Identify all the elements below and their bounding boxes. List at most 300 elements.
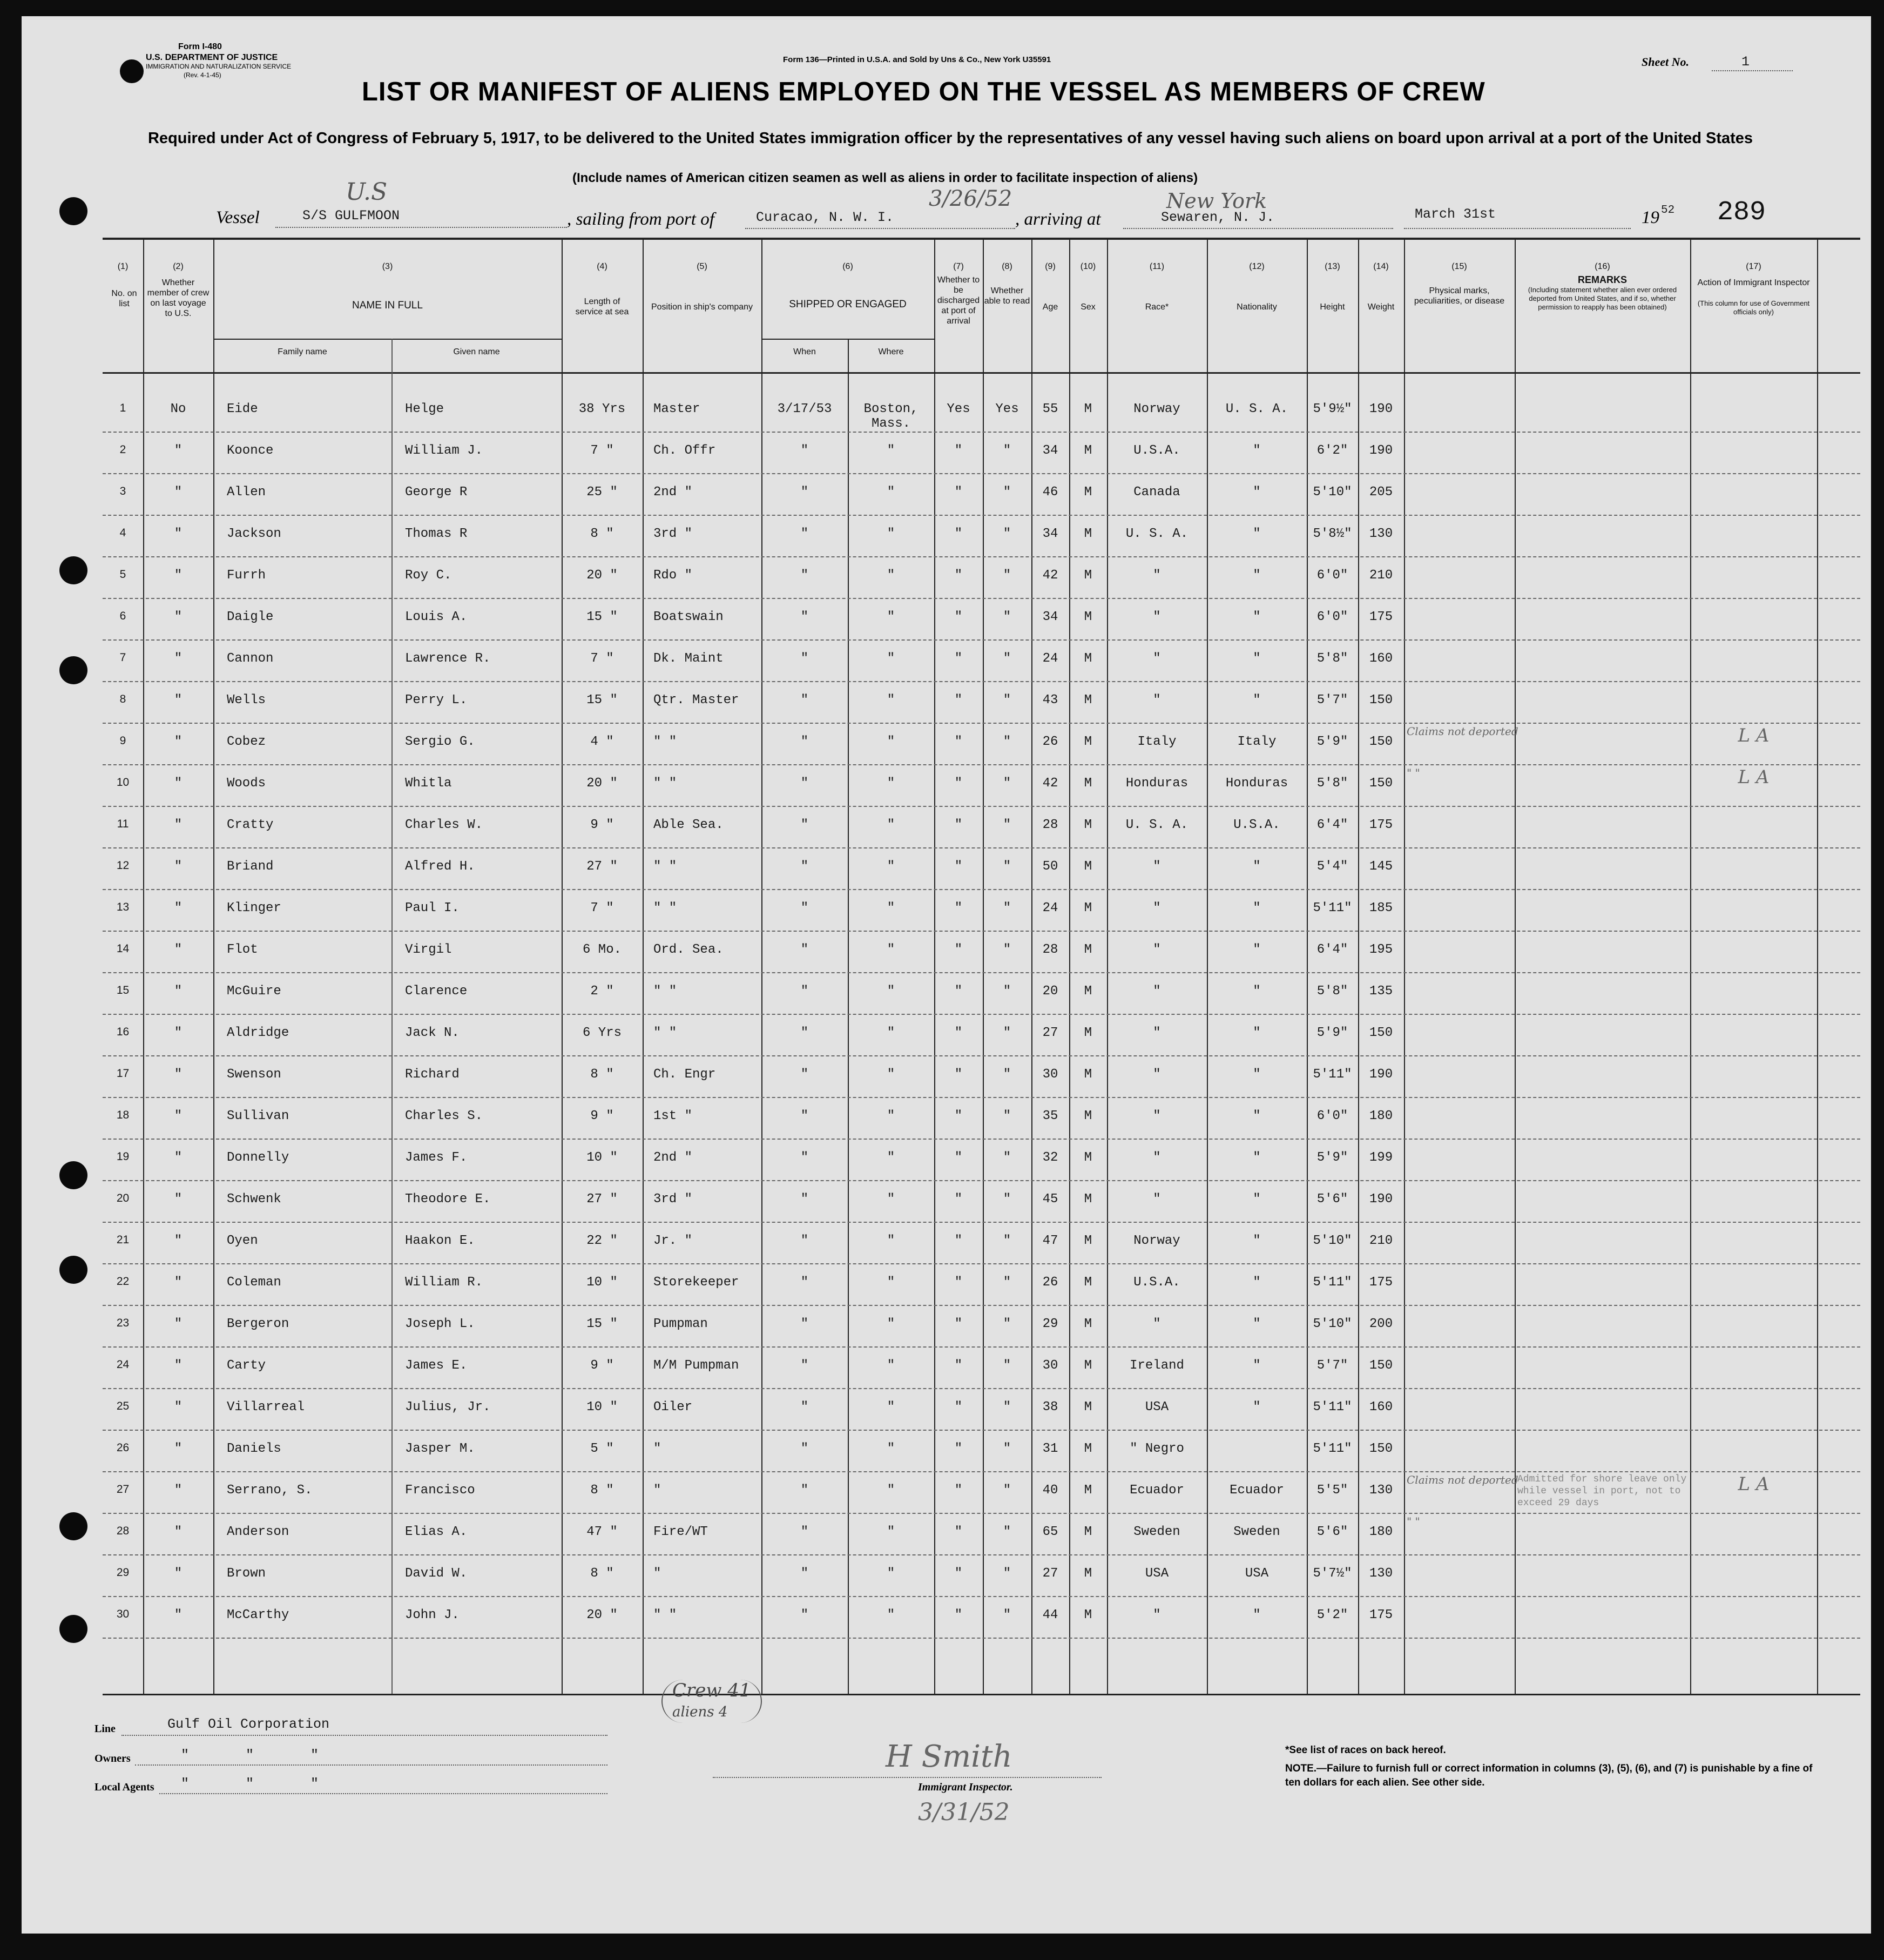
- cell-race: Norway: [1133, 1234, 1180, 1248]
- cell-position: 3rd ": [653, 527, 693, 541]
- table-row: [103, 1055, 1860, 1098]
- cell-service-length: 6 Yrs: [582, 1026, 622, 1040]
- cell-family-name: Briand: [227, 859, 274, 874]
- table-row: [103, 432, 1860, 474]
- table-row: [103, 1139, 1860, 1181]
- cell-given-name: Richard: [405, 1067, 460, 1082]
- cell-shipped-where: ": [887, 1317, 895, 1331]
- stamp-number: 289: [1717, 197, 1766, 228]
- cell-sex: M: [1084, 776, 1092, 791]
- punch-hole: [59, 1512, 87, 1540]
- cell-discharged: ": [954, 735, 963, 749]
- cell-weight: 130: [1369, 1483, 1393, 1498]
- table-row: [103, 681, 1860, 724]
- cell-age: 45: [1042, 1192, 1058, 1207]
- cell-shipped-where: ": [887, 818, 895, 832]
- cell-sex: M: [1084, 1067, 1092, 1082]
- cell-race: ": [1153, 651, 1161, 666]
- cell-service-length: 6 Mo.: [582, 942, 622, 957]
- cell-shipped-where: ": [887, 1275, 895, 1290]
- table-row: [103, 931, 1860, 973]
- hdr-family-name: Family name: [278, 347, 327, 356]
- cell-sex: M: [1084, 693, 1092, 708]
- inspector-signature: H Smith: [886, 1739, 1012, 1774]
- cell-weight: 150: [1369, 1442, 1393, 1456]
- cell-position: Boatswain: [653, 610, 724, 624]
- table-row: [103, 473, 1860, 516]
- cell-given-name: Charles S.: [405, 1109, 483, 1123]
- sheet-number: 1: [1741, 54, 1750, 70]
- arriving-handnote: New York: [1166, 189, 1267, 213]
- hdr-12-num: (12): [1249, 262, 1265, 271]
- cell-family-name: Aldridge: [227, 1026, 289, 1040]
- cell-position: ": [653, 1483, 661, 1498]
- hdr-when: When: [793, 347, 816, 356]
- cell-service-length: 15 ": [586, 1317, 618, 1331]
- cell-race: Ireland: [1130, 1358, 1184, 1373]
- cell-nationality: Sweden: [1233, 1525, 1280, 1539]
- table-body: [103, 390, 1860, 1686]
- cell-shipped-where: ": [887, 1067, 895, 1082]
- cell-age: 26: [1042, 735, 1058, 749]
- cell-position: Master: [653, 402, 700, 416]
- cell-weight: 210: [1369, 1234, 1393, 1248]
- cell-row-number: 4: [119, 527, 126, 539]
- cell-age: 38: [1042, 1400, 1058, 1415]
- cell-given-name: Alfred H.: [405, 859, 475, 874]
- cell-position: Ch. Offr: [653, 443, 716, 458]
- hdr-where: Where: [878, 347, 904, 356]
- hdr-prev-voyage: Whether member of crew on last voyage to U.S.: [147, 278, 210, 318]
- cell-height: 5'9": [1316, 1150, 1348, 1165]
- cell-position: Able Sea.: [653, 818, 724, 832]
- cell-discharged: ": [954, 1192, 963, 1207]
- cell-family-name: Cobez: [227, 735, 266, 749]
- cell-height: 6'0": [1316, 568, 1348, 583]
- cell-race: ": [1153, 568, 1161, 583]
- cell-prev-voyage: ": [174, 1067, 183, 1082]
- cell-sex: M: [1084, 610, 1092, 624]
- hdr-14-num: (14): [1373, 262, 1389, 271]
- cell-height: 5'8": [1316, 984, 1348, 999]
- hdr-position: Position in ship's company: [651, 302, 753, 312]
- cell-discharged: ": [954, 1358, 963, 1373]
- cell-height: 6'2": [1316, 443, 1348, 458]
- year-prefix: 19: [1642, 208, 1659, 227]
- hdr-action: Action of Immigrant Inspector: [1697, 278, 1810, 287]
- cell-age: 42: [1042, 568, 1058, 583]
- cell-row-number: 13: [116, 901, 130, 913]
- cell-shipped-where: ": [887, 1192, 895, 1207]
- cell-nationality: Italy: [1237, 735, 1277, 749]
- cell-service-length: 27 ": [586, 859, 618, 874]
- cell-nationality: ": [1253, 901, 1261, 915]
- cell-position: Jr. ": [653, 1234, 693, 1248]
- cell-service-length: 22 ": [586, 1234, 618, 1248]
- cell-nationality: ": [1253, 1317, 1261, 1331]
- table-row: [103, 1263, 1860, 1306]
- hdr-9-num: (9): [1045, 262, 1056, 271]
- table-row: [103, 847, 1860, 890]
- cell-row-number: 9: [119, 735, 126, 747]
- cell-physical-marks: " ": [1407, 1515, 1420, 1528]
- cell-row-number: 2: [119, 443, 126, 456]
- cell-prev-voyage: ": [174, 1608, 183, 1622]
- cell-race: Honduras: [1125, 776, 1189, 791]
- cell-race: Ecuador: [1130, 1483, 1184, 1498]
- cell-row-number: 30: [116, 1608, 130, 1620]
- cell-shipped-when: ": [800, 735, 809, 749]
- punch-hole: [120, 59, 144, 83]
- table-row: [103, 1305, 1860, 1348]
- cell-sex: M: [1084, 1358, 1092, 1373]
- cell-height: 5'8": [1316, 776, 1348, 791]
- table-row: [103, 598, 1860, 641]
- cell-height: 5'7": [1316, 1358, 1348, 1373]
- cell-age: 42: [1042, 776, 1058, 791]
- cell-position: ": [653, 1566, 661, 1581]
- table-row: [103, 972, 1860, 1015]
- cell-able-to-read: ": [1003, 1525, 1011, 1539]
- cell-weight: 175: [1369, 1275, 1393, 1290]
- cell-service-length: 20 ": [586, 1608, 618, 1622]
- cell-able-to-read: ": [1003, 1400, 1011, 1415]
- cell-weight: 150: [1369, 735, 1393, 749]
- cell-position: " ": [653, 776, 677, 791]
- cell-race: U. S. A.: [1125, 527, 1189, 541]
- cell-height: 5'9": [1316, 1026, 1348, 1040]
- sailing-label: , sailing from port of: [567, 210, 714, 229]
- cell-position: Pumpman: [653, 1317, 708, 1331]
- cell-sex: M: [1084, 984, 1092, 999]
- cell-given-name: Lawrence R.: [405, 651, 491, 666]
- cell-shipped-when: ": [800, 527, 809, 541]
- cell-discharged: ": [954, 443, 963, 458]
- cell-family-name: Carty: [227, 1358, 266, 1373]
- cell-nationality: ": [1253, 527, 1261, 541]
- hdr-5-num: (5): [697, 262, 707, 271]
- punch-hole: [59, 197, 87, 225]
- cell-row-number: 7: [119, 651, 126, 664]
- sheet-label: Sheet No.: [1642, 55, 1689, 69]
- cell-given-name: Theodore E.: [405, 1192, 491, 1207]
- cell-shipped-where: ": [887, 1525, 895, 1539]
- cell-prev-voyage: ": [174, 1400, 183, 1415]
- cell-prev-voyage: ": [174, 1442, 183, 1456]
- cell-family-name: Eide: [227, 402, 258, 416]
- table-row: [103, 1388, 1860, 1431]
- cell-sex: M: [1084, 1275, 1092, 1290]
- cell-nationality: USA: [1245, 1566, 1269, 1581]
- cell-position: Rdo ": [653, 568, 693, 583]
- hdr-sex: Sex: [1081, 302, 1096, 312]
- cell-weight: 180: [1369, 1525, 1393, 1539]
- cell-given-name: Sergio G.: [405, 735, 475, 749]
- cell-height: 5'6": [1316, 1525, 1348, 1539]
- cell-family-name: Donnelly: [227, 1150, 289, 1165]
- cell-row-number: 28: [116, 1525, 130, 1537]
- cell-given-name: Virgil: [405, 942, 452, 957]
- cell-height: 6'0": [1316, 1109, 1348, 1123]
- cell-prev-voyage: ": [174, 1109, 183, 1123]
- cell-height: 5'10": [1313, 1234, 1352, 1248]
- hdr-8-num: (8): [1002, 262, 1012, 271]
- arriving-label: , arriving at: [1015, 210, 1101, 229]
- hdr-weight: Weight: [1367, 302, 1395, 312]
- hdr-11-num: (11): [1149, 262, 1165, 271]
- table-row: [103, 639, 1860, 682]
- cell-weight: 205: [1369, 485, 1393, 500]
- arriving-port: Sewaren, N. J.: [1161, 210, 1275, 225]
- cell-family-name: McCarthy: [227, 1608, 289, 1622]
- cell-height: 5'5": [1316, 1483, 1348, 1498]
- cell-position: Ch. Engr: [653, 1067, 716, 1082]
- cell-age: 26: [1042, 1275, 1058, 1290]
- hdr-13-num: (13): [1325, 262, 1340, 271]
- cell-weight: 175: [1369, 1608, 1393, 1622]
- cell-prev-voyage: ": [174, 1150, 183, 1165]
- cell-prev-voyage: ": [174, 1192, 183, 1207]
- cell-weight: 145: [1369, 859, 1393, 874]
- cell-row-number: 18: [116, 1109, 130, 1121]
- cell-prev-voyage: ": [174, 1275, 183, 1290]
- cell-family-name: Villarreal: [227, 1400, 305, 1415]
- table-row: [103, 1513, 1860, 1555]
- cell-height: 5'2": [1316, 1608, 1348, 1622]
- cell-given-name: Charles W.: [405, 818, 483, 832]
- cell-sex: M: [1084, 443, 1092, 458]
- cell-able-to-read: ": [1003, 610, 1011, 624]
- cell-nationality: ": [1253, 1358, 1261, 1373]
- cell-able-to-read: ": [1003, 984, 1011, 999]
- cell-weight: 135: [1369, 984, 1393, 999]
- cell-discharged: ": [954, 1275, 963, 1290]
- cell-age: 32: [1042, 1150, 1058, 1165]
- cell-age: 44: [1042, 1608, 1058, 1622]
- cell-nationality: ": [1253, 1150, 1261, 1165]
- hdr-1-num: (1): [117, 262, 129, 271]
- hdr-nationality: Nationality: [1237, 302, 1277, 312]
- cell-row-number: 14: [116, 942, 130, 955]
- cell-row-number: 5: [119, 568, 126, 581]
- cell-prev-voyage: ": [174, 610, 183, 624]
- cell-weight: 200: [1369, 1317, 1393, 1331]
- cell-shipped-when: ": [800, 1525, 809, 1539]
- sailing-handnote: 3/26/52: [929, 186, 1012, 211]
- cell-discharged: ": [954, 1317, 963, 1331]
- cell-able-to-read: ": [1003, 1566, 1011, 1581]
- cell-shipped-where: ": [887, 1400, 895, 1415]
- cell-given-name: Joseph L.: [405, 1317, 475, 1331]
- cell-family-name: Klinger: [227, 901, 281, 915]
- cell-family-name: Oyen: [227, 1234, 258, 1248]
- cell-position: " ": [653, 984, 677, 999]
- cell-row-number: 17: [116, 1067, 130, 1080]
- cell-shipped-where: ": [887, 942, 895, 957]
- hdr-no-on-list: No. on list: [111, 289, 137, 308]
- cell-weight: 210: [1369, 568, 1393, 583]
- cell-able-to-read: ": [1003, 651, 1011, 666]
- cell-age: 28: [1042, 818, 1058, 832]
- cell-shipped-when: ": [800, 1358, 809, 1373]
- cell-row-number: 12: [116, 859, 130, 872]
- cell-race: ": [1153, 942, 1161, 957]
- cell-family-name: McGuire: [227, 984, 281, 999]
- agents-label: Local Agents: [94, 1781, 154, 1793]
- cell-shipped-where: ": [887, 651, 895, 666]
- cell-sex: M: [1084, 942, 1092, 957]
- cell-prev-voyage: ": [174, 1026, 183, 1040]
- inspection-date: 3/31/52: [918, 1799, 1010, 1826]
- cell-sex: M: [1084, 568, 1092, 583]
- cell-race: ": [1153, 1109, 1161, 1123]
- cell-row-number: 8: [119, 693, 126, 705]
- cell-discharged: ": [954, 485, 963, 500]
- cell-position: " ": [653, 1026, 677, 1040]
- cell-shipped-when: ": [800, 1608, 809, 1622]
- cell-shipped-when: ": [800, 859, 809, 874]
- cell-weight: 180: [1369, 1109, 1393, 1123]
- races-note: *See list of races on back hereof.: [1285, 1745, 1446, 1756]
- cell-prev-voyage: ": [174, 1317, 183, 1331]
- cell-age: 50: [1042, 859, 1058, 874]
- cell-given-name: Louis A.: [405, 610, 468, 624]
- penalty-note: NOTE.—Failure to furnish full or correct information in columns (3), (5), (6), and (7) is punishable by a fine of ten dollars for each alien. See other side.: [1285, 1763, 1813, 1788]
- cell-given-name: William J.: [405, 443, 483, 458]
- cell-service-length: 20 ": [586, 776, 618, 791]
- cell-discharged: Yes: [947, 402, 970, 416]
- cell-able-to-read: ": [1003, 527, 1011, 541]
- cell-weight: 190: [1369, 1067, 1393, 1082]
- cell-race: ": [1153, 901, 1161, 915]
- cell-sex: M: [1084, 735, 1092, 749]
- cell-race: Italy: [1137, 735, 1177, 749]
- cell-height: 5'11": [1313, 1442, 1352, 1456]
- cell-row-number: 25: [116, 1400, 130, 1412]
- cell-family-name: Woods: [227, 776, 266, 791]
- cell-discharged: ": [954, 776, 963, 791]
- cell-shipped-when: ": [800, 693, 809, 708]
- cell-able-to-read: ": [1003, 1109, 1011, 1123]
- cell-able-to-read: ": [1003, 776, 1011, 791]
- cell-sex: M: [1084, 818, 1092, 832]
- line-value: Gulf Oil Corporation: [167, 1716, 330, 1732]
- table-row: [103, 889, 1860, 932]
- cell-height: 5'9": [1316, 735, 1348, 749]
- punch-hole: [59, 1256, 87, 1284]
- cell-shipped-where: ": [887, 1234, 895, 1248]
- cell-given-name: Thomas R: [405, 527, 468, 541]
- vessel-name: S/S GULFMOON: [302, 208, 400, 224]
- cell-weight: 195: [1369, 942, 1393, 957]
- cell-service-length: 10 ": [586, 1400, 618, 1415]
- table-row: [103, 723, 1860, 765]
- cell-discharged: ": [954, 1483, 963, 1498]
- cell-nationality: ": [1253, 1608, 1261, 1622]
- cell-age: 47: [1042, 1234, 1058, 1248]
- cell-shipped-when: ": [800, 776, 809, 791]
- cell-weight: 130: [1369, 527, 1393, 541]
- cell-family-name: Flot: [227, 942, 258, 957]
- cell-nationality: ": [1253, 942, 1261, 957]
- cell-prev-voyage: ": [174, 984, 183, 999]
- cell-shipped-when: ": [800, 1067, 809, 1082]
- cell-position: Fire/WT: [653, 1525, 708, 1539]
- cell-age: 24: [1042, 901, 1058, 915]
- cell-row-number: 29: [116, 1566, 130, 1579]
- table-row: [103, 1180, 1860, 1223]
- cell-height: 5'11": [1313, 1275, 1352, 1290]
- cell-service-length: 7 ": [590, 651, 614, 666]
- hdr-marks: Physical marks, peculiarities, or disease: [1414, 286, 1505, 306]
- hdr-name-in-full: NAME IN FULL: [352, 300, 423, 311]
- cell-prev-voyage: ": [174, 901, 183, 915]
- owners-label: Owners: [94, 1753, 131, 1764]
- cell-service-length: 8 ": [590, 1566, 614, 1581]
- cell-sex: M: [1084, 1109, 1092, 1123]
- cell-able-to-read: ": [1003, 1275, 1011, 1290]
- cell-age: 34: [1042, 527, 1058, 541]
- cell-weight: 150: [1369, 776, 1393, 791]
- cell-position: 1st ": [653, 1109, 693, 1123]
- table-row: [103, 1554, 1860, 1597]
- cell-family-name: Daniels: [227, 1442, 281, 1456]
- cell-family-name: Anderson: [227, 1525, 289, 1539]
- cell-nationality: Honduras: [1225, 776, 1288, 791]
- cell-weight: 150: [1369, 693, 1393, 708]
- cell-given-name: George R: [405, 485, 468, 500]
- cell-row-number: 26: [116, 1442, 130, 1454]
- cell-prev-voyage: ": [174, 942, 183, 957]
- cell-row-number: 22: [116, 1275, 130, 1288]
- cell-service-length: 2 ": [590, 984, 614, 999]
- cell-physical-marks: Claims not deported: [1407, 725, 1518, 738]
- cell-discharged: ": [954, 527, 963, 541]
- cell-remarks: Admitted for shore leave only while vessel in port, not to exceed 29 days: [1517, 1474, 1687, 1508]
- cell-discharged: ": [954, 1566, 963, 1581]
- cell-shipped-where: ": [887, 901, 895, 915]
- table-row: [103, 1596, 1860, 1639]
- cell-nationality: ": [1253, 1192, 1261, 1207]
- cell-able-to-read: ": [1003, 1358, 1011, 1373]
- form-number: Form I-480: [178, 42, 222, 51]
- cell-able-to-read: ": [1003, 1442, 1011, 1456]
- hdr-action-note: (This column for use of Government officials only): [1697, 299, 1810, 316]
- cell-race: ": [1153, 1317, 1161, 1331]
- cell-height: 6'4": [1316, 818, 1348, 832]
- table-row: [103, 1430, 1860, 1472]
- cell-position: " ": [653, 859, 677, 874]
- cell-able-to-read: ": [1003, 443, 1011, 458]
- cell-able-to-read: ": [1003, 1317, 1011, 1331]
- cell-shipped-when: ": [800, 1109, 809, 1123]
- printer-line: Form 136—Printed in U.S.A. and Sold by Uns & Co., New York U35591: [783, 55, 1051, 64]
- cell-prev-voyage: ": [174, 1566, 183, 1581]
- cell-sex: M: [1084, 485, 1092, 500]
- hdr-16-num: (16): [1595, 262, 1610, 271]
- cell-prev-voyage: ": [174, 568, 183, 583]
- table-row: [103, 806, 1860, 848]
- arrival-date: March 31st: [1415, 206, 1496, 222]
- hdr-2-num: (2): [173, 262, 184, 271]
- cell-sex: M: [1084, 1608, 1092, 1622]
- cell-shipped-when: ": [800, 1400, 809, 1415]
- cell-row-number: 15: [116, 984, 130, 996]
- vessel-label: Vessel: [216, 208, 260, 227]
- table-row: [103, 1471, 1860, 1514]
- cell-able-to-read: Yes: [995, 402, 1019, 416]
- cell-service-length: 20 ": [586, 568, 618, 583]
